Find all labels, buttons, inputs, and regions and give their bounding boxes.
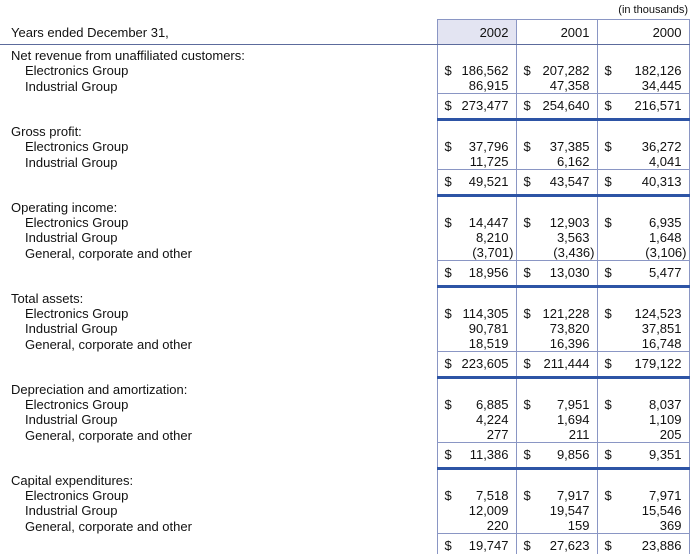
value-cell [516,443,597,469]
value-text: 8,210 [475,230,509,245]
value-text: (3,701) [472,245,514,260]
dollar-sign: $ [604,488,612,503]
value-cell [597,154,689,170]
value-text: 186,562 [461,63,509,78]
value-text: 37,851 [641,321,682,336]
value-text: 13,030 [549,265,590,280]
value-cell [597,94,689,120]
value-text: 19,547 [549,503,590,518]
value-text: 277 [486,427,509,442]
row-label: General, corporate and other [25,427,192,443]
dollar-sign: $ [604,447,612,462]
value-cell [437,534,516,554]
dollar-sign: $ [523,174,531,189]
value-cell [597,78,689,94]
section-label-row [0,196,689,216]
dollar-sign: $ [444,63,452,78]
section-total-row [0,352,689,378]
empty-label-cell [0,443,437,469]
value-text: 6,935 [648,215,682,230]
spacer-cell [437,45,516,64]
value-text: 207,282 [542,63,590,78]
value-text: 254,640 [542,98,590,113]
table-row [0,321,689,336]
dollar-sign: $ [604,63,612,78]
value-cell [597,261,689,287]
value-cell [597,427,689,443]
value-cell [597,412,689,427]
value-text: 1,648 [648,230,682,245]
value-text: 211 [568,427,590,442]
value-text: 40,313 [641,174,682,189]
table-row [0,518,689,534]
value-text: 114,305 [462,306,509,321]
value-text: 7,917 [556,488,590,503]
row-label: Electronics Group [25,215,129,230]
value-cell [597,139,689,154]
dollar-sign: $ [604,356,612,371]
value-cell [437,397,516,412]
value-text: 23,886 [641,538,682,553]
row-label: General, corporate and other [25,245,192,261]
value-cell [516,170,597,196]
empty-label-cell [0,261,437,287]
value-text: 1,694 [556,412,590,427]
value-cell [516,78,597,94]
dollar-sign: $ [444,265,452,280]
value-cell [597,503,689,518]
dollar-sign: $ [604,538,612,553]
year-column-header-2000: 2000 [597,20,689,45]
section-label-row [0,45,689,64]
row-label: Industrial Group [25,230,118,245]
value-cell [516,306,597,321]
table-row [0,154,689,170]
table-row [0,139,689,154]
value-cell [597,170,689,196]
value-cell [597,397,689,412]
spacer-cell [437,120,516,140]
value-cell [516,245,597,261]
dollar-sign: $ [444,538,452,553]
value-text: 5,477 [648,265,682,280]
table-row [0,215,689,230]
value-cell [437,215,516,230]
table-row [0,230,689,245]
value-cell [516,139,597,154]
value-cell [437,139,516,154]
value-text: 216,571 [634,98,682,113]
table-row [0,336,689,352]
value-text: 14,447 [468,215,509,230]
value-cell [437,245,516,261]
section-label-row [0,469,689,489]
section-label-row [0,378,689,398]
value-cell [597,518,689,534]
value-cell [597,352,689,378]
value-cell [516,215,597,230]
value-text: 34,445 [641,78,682,93]
spacer-cell [597,120,689,140]
value-text: 211,444 [543,356,590,371]
section-total-row [0,170,689,196]
dollar-sign: $ [444,174,452,189]
spacer-cell [597,378,689,398]
table-body [0,45,689,554]
value-cell [437,321,516,336]
row-label: Industrial Group [25,412,118,427]
value-text: 18,956 [468,265,509,280]
value-cell [516,503,597,518]
value-cell [597,488,689,503]
value-text: 19,747 [468,538,509,553]
section-label: Net revenue from unaffiliated customers: [11,48,245,63]
spacer-cell [516,378,597,398]
value-text: 12,009 [468,503,509,518]
section-label: Capital expenditures: [11,473,134,488]
value-cell [597,336,689,352]
table-row [0,412,689,427]
value-cell [516,397,597,412]
value-text: 7,518 [475,488,509,503]
value-text: 11,386 [469,447,509,462]
value-cell [437,306,516,321]
dollar-sign: $ [444,306,452,321]
row-label: General, corporate and other [25,518,192,534]
value-cell [597,215,689,230]
value-text: (3,106) [645,245,687,260]
dollar-sign: $ [604,265,612,280]
dollar-sign: $ [523,63,531,78]
value-text: 49,521 [468,174,509,189]
table-row [0,63,689,78]
year-column-header-2002: 2002 [437,20,516,45]
section-label: Operating income: [11,200,118,215]
section-label-row [0,120,689,140]
value-cell [516,412,597,427]
section-total-row [0,261,689,287]
years-ended-label: Years ended December 31, [0,20,437,45]
value-cell [516,261,597,287]
table-row [0,78,689,94]
dollar-sign: $ [444,215,452,230]
value-cell [437,443,516,469]
spacer-cell [597,287,689,307]
spacer-cell [437,196,516,216]
value-cell [516,534,597,554]
table-row [0,488,689,503]
value-cell [516,427,597,443]
value-cell [516,518,597,534]
value-cell [516,63,597,78]
spacer-cell [597,45,689,64]
value-cell [597,306,689,321]
value-text: 6,885 [475,397,509,412]
value-text: 47,358 [549,78,590,93]
dollar-sign: $ [523,139,531,154]
dollar-sign: $ [444,98,452,113]
value-cell [437,78,516,94]
segment-data-table [0,19,690,554]
value-text: 3,563 [556,230,590,245]
value-cell [437,518,516,534]
section-label: Gross profit: [11,124,82,139]
empty-label-cell [0,352,437,378]
value-text: 121,228 [542,306,590,321]
value-cell [597,321,689,336]
dollar-sign: $ [604,215,612,230]
table-row [0,245,689,261]
value-text: 27,623 [549,538,590,553]
value-text: 7,951 [556,397,590,412]
spacer-cell [597,469,689,489]
value-text: 159 [567,518,590,533]
dollar-sign: $ [523,265,531,280]
spacer-cell [516,287,597,307]
dollar-sign: $ [523,215,531,230]
spacer-cell [437,469,516,489]
table-row [0,503,689,518]
dollar-sign: $ [604,98,612,113]
value-text: 124,523 [634,306,682,321]
value-text: 9,856 [556,447,590,462]
value-cell [516,230,597,245]
value-cell [597,63,689,78]
section-label-row [0,287,689,307]
value-text: 86,915 [468,78,509,93]
value-text: 4,224 [475,412,509,427]
value-text: 179,122 [634,356,682,371]
value-text: (3,436) [553,245,595,260]
value-cell [437,488,516,503]
spacer-cell [516,469,597,489]
dollar-sign: $ [604,397,612,412]
value-cell [597,230,689,245]
value-cell [437,427,516,443]
value-text: 182,126 [634,63,682,78]
dollar-sign: $ [523,447,531,462]
dollar-sign: $ [523,397,531,412]
value-text: 11,725 [469,154,509,169]
value-text: 18,519 [468,336,509,351]
value-text: 16,748 [641,336,682,351]
spacer-cell [597,196,689,216]
row-label: Electronics Group [25,306,129,321]
row-label: Electronics Group [25,397,129,412]
value-text: 4,041 [648,154,682,169]
section-label: Total assets: [11,291,84,306]
table-row [0,306,689,321]
value-cell [437,63,516,78]
dollar-sign: $ [604,139,612,154]
year-column-header-2001: 2001 [516,20,597,45]
table-row [0,397,689,412]
dollar-sign: $ [444,139,452,154]
spacer-cell [437,378,516,398]
row-label: Industrial Group [25,78,118,94]
section-total-row [0,443,689,469]
value-text: 369 [659,518,682,533]
value-cell [516,336,597,352]
value-cell [437,352,516,378]
row-label: General, corporate and other [25,336,192,352]
value-cell [597,443,689,469]
dollar-sign: $ [444,447,452,462]
value-cell [516,352,597,378]
row-label: Industrial Group [25,321,118,336]
table-header-row [0,20,689,45]
value-text: 205 [659,427,682,442]
value-text: 12,903 [549,215,590,230]
empty-label-cell [0,534,437,554]
dollar-sign: $ [523,356,531,371]
empty-label-cell [0,170,437,196]
value-text: 7,971 [648,488,682,503]
dollar-sign: $ [523,306,531,321]
row-label: Electronics Group [25,63,129,78]
value-text: 8,037 [648,397,682,412]
row-label: Industrial Group [25,154,118,170]
value-cell [437,170,516,196]
value-cell [437,94,516,120]
dollar-sign: $ [523,98,531,113]
value-text: 16,396 [549,336,590,351]
value-cell [437,154,516,170]
section-total-row [0,534,689,554]
value-cell [516,154,597,170]
value-text: 37,385 [549,139,590,154]
value-text: 15,546 [641,503,682,518]
spacer-cell [516,45,597,64]
value-text: 73,820 [549,321,590,336]
value-text: 43,547 [549,174,590,189]
value-text: 9,351 [648,447,682,462]
value-cell [516,321,597,336]
dollar-sign: $ [604,306,612,321]
value-text: 223,605 [461,356,509,371]
dollar-sign: $ [604,174,612,189]
row-label: Industrial Group [25,503,118,518]
dollar-sign: $ [444,356,452,371]
value-cell [597,245,689,261]
value-cell [516,94,597,120]
value-cell [437,503,516,518]
value-text: 36,272 [641,139,682,154]
section-label: Depreciation and amortization: [11,382,188,397]
row-label: Electronics Group [25,488,129,503]
table-row [0,427,689,443]
dollar-sign: $ [444,397,452,412]
dollar-sign: $ [444,488,452,503]
value-cell [437,336,516,352]
value-cell [437,412,516,427]
value-cell [437,261,516,287]
value-cell [516,488,597,503]
spacer-cell [516,120,597,140]
units-note: (in thousands) [618,4,688,16]
row-label: Electronics Group [25,139,129,154]
value-cell [597,534,689,554]
value-text: 1,109 [648,412,682,427]
value-text: 37,796 [468,139,509,154]
spacer-cell [516,196,597,216]
spacer-cell [437,287,516,307]
section-total-row [0,94,689,120]
value-cell [437,230,516,245]
dollar-sign: $ [523,538,531,553]
value-text: 220 [486,518,509,533]
value-text: 6,162 [556,154,590,169]
value-text: 90,781 [468,321,509,336]
empty-label-cell [0,94,437,120]
value-text: 273,477 [461,98,509,113]
dollar-sign: $ [523,488,531,503]
